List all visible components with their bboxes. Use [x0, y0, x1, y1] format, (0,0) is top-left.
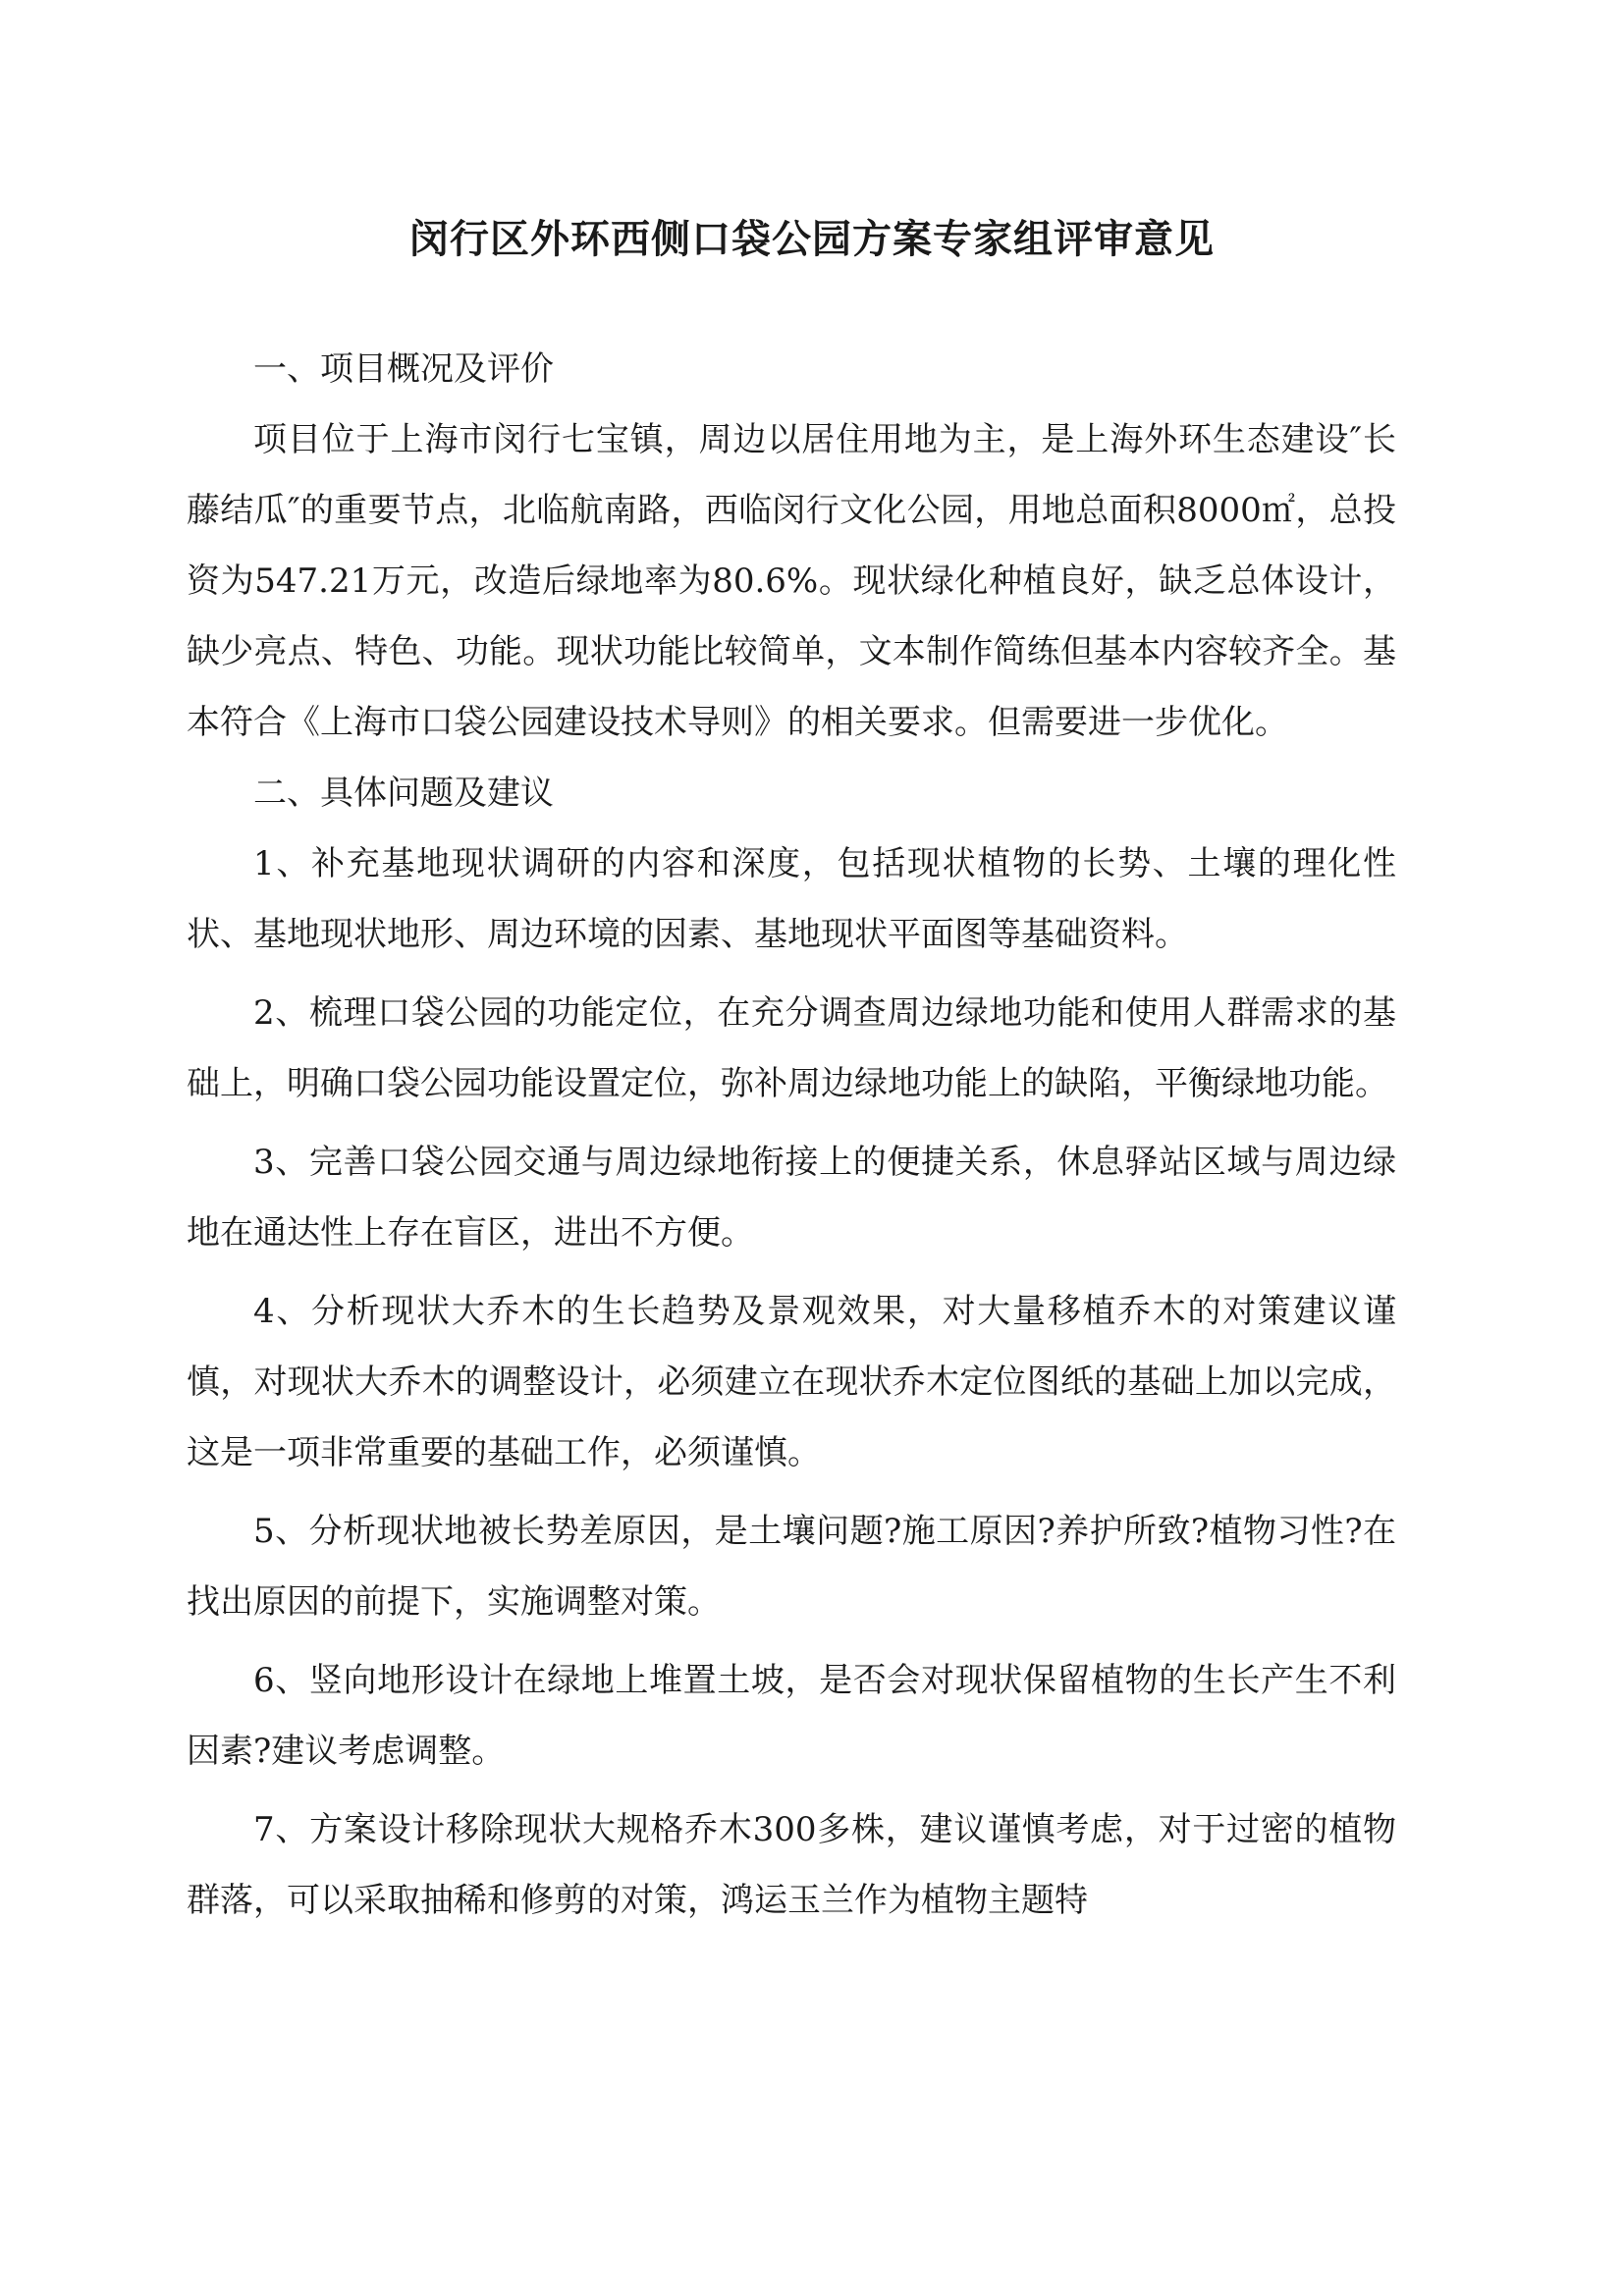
paragraph-item-6: 6、竖向地形设计在绿地上堆置土坡，是否会对现状保留植物的生长产生不利因素?建议考虑调整。	[187, 1661, 1396, 1771]
paragraph-item-4: 4、分析现状大乔木的生长趋势及景观效果，对大量移植乔木的对策建议谨慎，对现状大乔木的调整设计，必须建立在现状乔木定位图纸的基础上加以完成，这是一项非常重要的基础工作，必须谨慎。	[187, 1292, 1396, 1472]
document-title: 闵行区外环西侧口袋公园方案专家组评审意见	[409, 217, 1215, 262]
paragraph-overview: 项目位于上海市闵行七宝镇，周边以居住用地为主，是上海外环生态建设″长藤结瓜″的重要节点，北临航南路，西临闵行文化公园，用地总面积8000㎡，总投资为547.21万元，改造后绿地率为80.6%。现状绿化种植良好，缺乏总体设计，缺少亮点、特色、功能。现状功能比较简单，文本制作简练但基本内容较齐全。基本符合《上海市口袋公园建设技术导则》的相关要求。但需要进一步优化。	[187, 420, 1396, 742]
section-heading-issues: 二、具体问题及建议	[253, 774, 554, 813]
paragraph-item-7: 7、方案设计移除现状大规格乔木300多株，建议谨慎考虑，对于过密的植物群落，可以采取抽稀和修剪的对策，鸿运玉兰作为植物主题特	[187, 1810, 1396, 1920]
paragraph-item-5: 5、分析现状地被长势差原因，是土壤问题?施工原因?养护所致?植物习性?在找出原因的前提下，实施调整对策。	[187, 1512, 1396, 1622]
paragraph-item-1: 1、补充基地现状调研的内容和深度，包括现状植物的长势、土壤的理化性状、基地现状地形、周边环境的因素、基地现状平面图等基础资料。	[187, 844, 1396, 954]
paragraph-item-3: 3、完善口袋公园交通与周边绿地衔接上的便捷关系，休息驿站区域与周边绿地在通达性上存在盲区，进出不方便。	[187, 1143, 1396, 1253]
paragraph-item-2: 2、梳理口袋公园的功能定位，在充分调查周边绿地功能和使用人群需求的基础上，明确口袋公园功能设置定位，弥补周边绿地功能上的缺陷，平衡绿地功能。	[187, 993, 1396, 1103]
document-body	[187, 334, 1396, 1936]
section-heading-overview: 一、项目概况及评价	[253, 349, 554, 389]
